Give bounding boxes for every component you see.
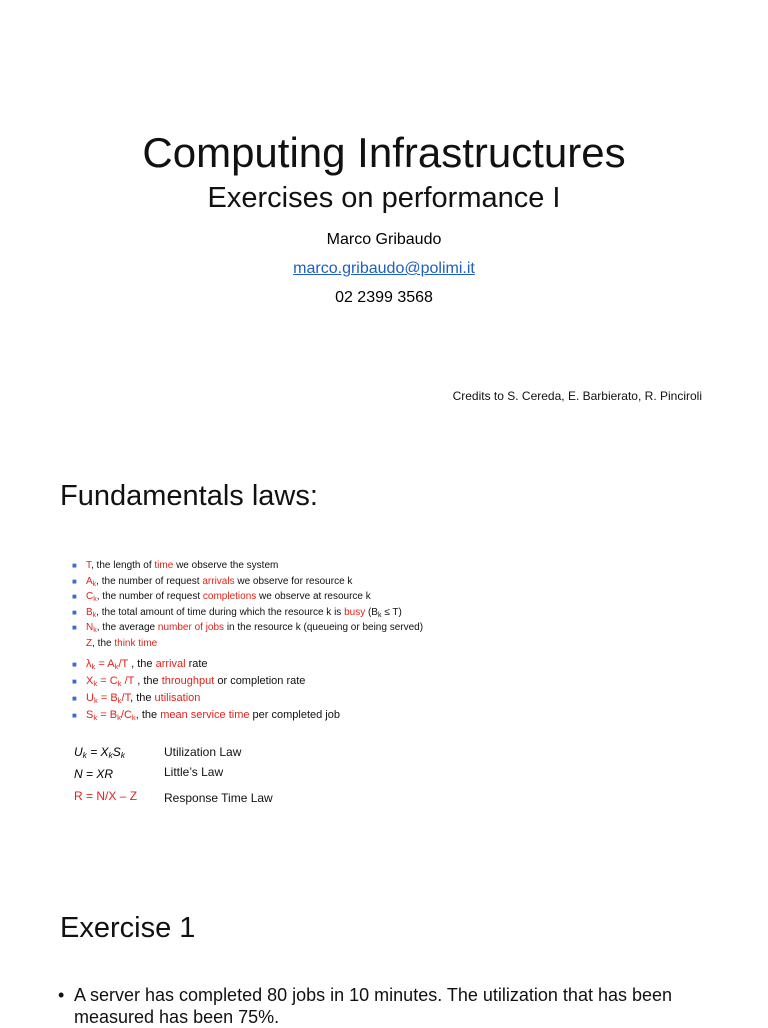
email-link[interactable]: marco.gribaudo@polimi.it	[293, 260, 475, 277]
definition-item: ■ $N_k$, the average number of jobs in the resource k (queueing or being served)	[72, 622, 424, 634]
exercise-bullet	[58, 984, 748, 1028]
definition-item: Z, the think time	[86, 637, 158, 649]
bullet-icon: •	[58, 985, 65, 1005]
fundamentals-heading: Fundamentals laws:	[60, 480, 318, 512]
slide-title: Computing Infrastructures	[142, 129, 626, 176]
definition-item: ■ $C_k$, the number of request completions we observe at resource k	[72, 591, 371, 603]
bullet-icon: ■	[72, 592, 77, 601]
definition-item: ■ $B_k$, the total amount of time during which the resource k is busy $(B_k \le T)$	[72, 606, 402, 619]
bullet-icon: ■	[72, 576, 77, 586]
definition-item: ■ T, the length of time we observe the system	[72, 558, 423, 574]
definition-item: ■ $A_k$, the number of request arrivals we observe for resource k	[72, 575, 353, 588]
rate-item: ■ $X_k = C_k$ /T , the throughput or completion rate	[72, 675, 306, 688]
littles-law-formula: N = XR	[74, 767, 114, 781]
exercise-text: A server has completed 80 jobs in 10 minutes. The utilization that has been measured has been 75%.	[74, 985, 673, 1027]
bullet-icon: ■	[72, 677, 77, 686]
littles-law-label: Little’s Law	[164, 765, 224, 779]
author-name: Marco Gribaudo	[326, 231, 442, 248]
exercise-heading: Exercise 1	[60, 912, 196, 944]
bullet-icon: ■	[72, 694, 77, 703]
bullet-icon: ■	[72, 660, 77, 669]
bullet-icon: ■	[72, 711, 77, 720]
utilization-law-formula: $U_k = X_kS_k$	[74, 745, 125, 760]
bullet-icon: ■	[72, 607, 77, 617]
bullet-icon: ■	[72, 561, 77, 570]
rate-item: ■ $S_k = B_k/C_k$, the mean service time per completed job	[72, 709, 340, 722]
rate-item: ■ $\lambda_k = A_k/T$ , the arrival rate	[72, 658, 208, 671]
author-phone: 02 2399 3568	[335, 289, 433, 306]
author-email	[0, 259, 768, 279]
credits-text: Credits to S. Cereda, E. Barbierato, R. Pinciroli	[452, 389, 702, 403]
response-time-law-formula: R = N/X – Z	[74, 789, 138, 803]
utilization-law-label: Utilization Law	[164, 745, 242, 759]
definitions-list	[72, 558, 423, 651]
slide-subtitle: Exercises on performance I	[207, 182, 561, 214]
response-time-law-label: Response Time Law	[164, 791, 273, 805]
rate-item: ■ $U_k = B_k/T$, the utilisation	[72, 692, 201, 705]
bullet-icon: ■	[72, 623, 77, 632]
rates-list	[72, 656, 340, 724]
